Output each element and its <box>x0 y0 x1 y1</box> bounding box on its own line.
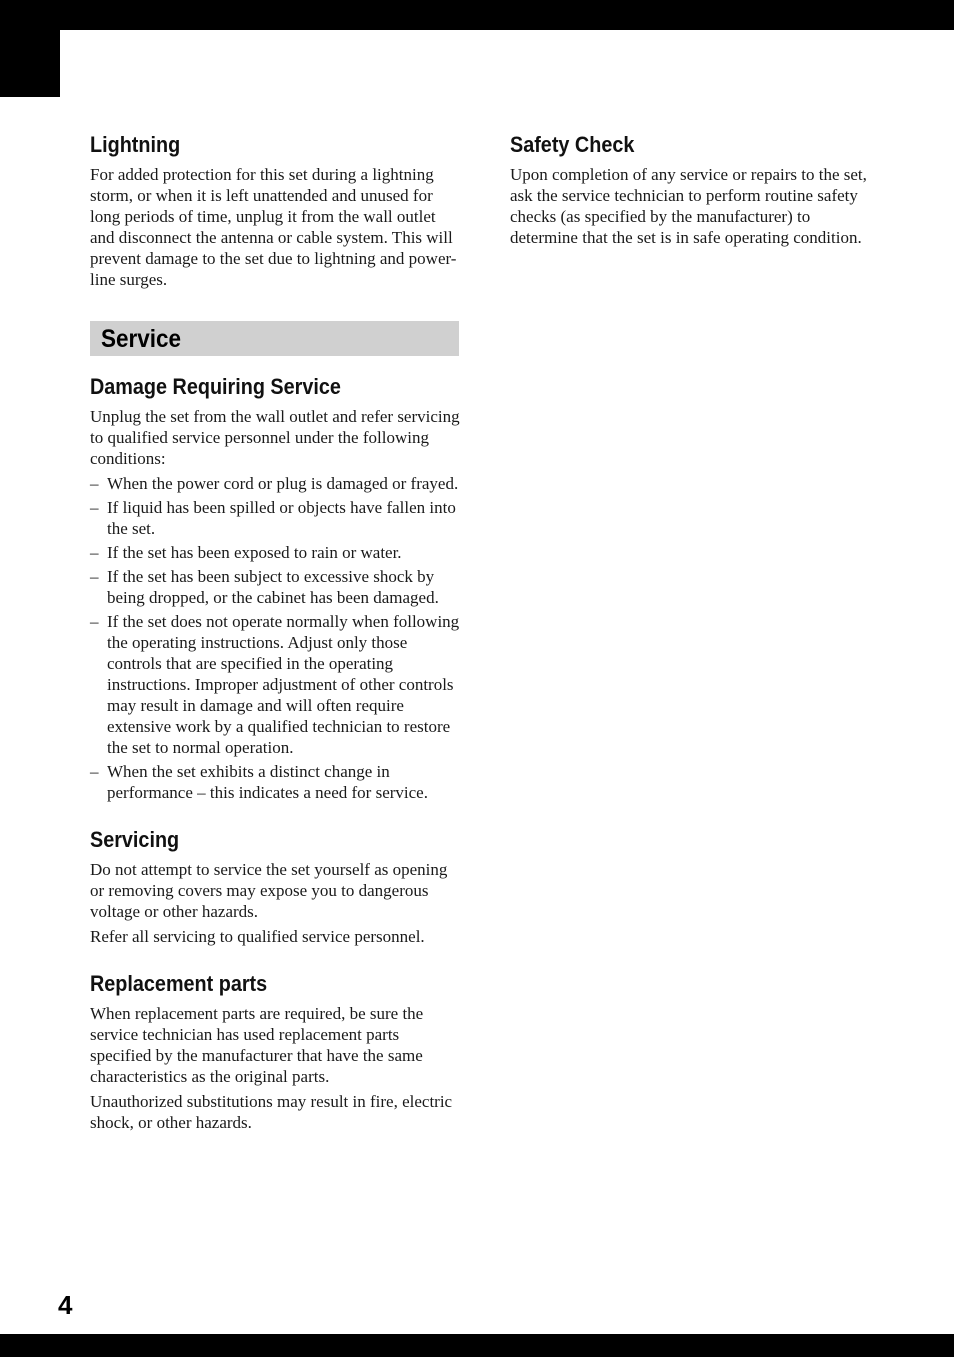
corner-tab <box>0 0 60 97</box>
damage-conditions-list <box>90 473 460 803</box>
safety-check-heading: Safety Check <box>510 132 635 157</box>
dash-bullet: – <box>90 474 99 493</box>
right-column <box>510 130 872 248</box>
replacement-body-2: Unauthorized substitutions may result in fire, electric shock, or other hazards. <box>90 1092 453 1132</box>
list-item <box>90 497 460 539</box>
dash-bullet: – <box>90 762 99 781</box>
list-item-text: If liquid has been spilled or objects have fallen into the set. <box>107 498 456 538</box>
list-item <box>90 542 460 563</box>
service-section-title: Service <box>101 324 182 353</box>
list-item-text: When the power cord or plug is damaged or frayed. <box>107 474 459 493</box>
dash-bullet: – <box>90 498 99 517</box>
list-item <box>90 566 460 608</box>
service-section-band <box>90 321 459 356</box>
safety-check-body: Upon completion of any service or repairs to the set, ask the service technician to perform routine safety checks (as specified by the manufacturer) to determine that the set is in safe operating condition. <box>510 165 867 247</box>
page-number: 4 <box>58 1290 73 1320</box>
top-black-bar <box>0 0 954 30</box>
list-item-text: If the set has been exposed to rain or water. <box>107 543 402 562</box>
replacement-body-1: When replacement parts are required, be sure the service technician has used replacement parts specified by the manufacturer that have the same characteristics as the original parts. <box>90 1004 424 1086</box>
damage-intro: Unplug the set from the wall outlet and refer servicing to qualified service personnel under the following conditions: <box>90 407 460 468</box>
lightning-body: For added protection for this set during a lightning storm, or when it is left unattended and unused for long periods of time, unplug it from the wall outlet and disconnect the antenna or cable system. This will prevent damage to the set due to lightning and power-line surges. <box>90 165 457 289</box>
list-item-text: If the set does not operate normally when following the operating instructions. Adjust only those controls that are specified in the operating instructions. Improper adjustment of other controls may result in damage and will often require extensive work by a qualified technician to restore the set to normal operation. <box>107 612 460 757</box>
replacement-heading: Replacement parts <box>90 971 268 996</box>
list-item-text: When the set exhibits a distinct change in performance – this indicates a need for service. <box>107 762 428 802</box>
servicing-body-2: Refer all servicing to qualified service personnel. <box>90 927 425 946</box>
dash-bullet: – <box>90 612 99 631</box>
dash-bullet: – <box>90 567 99 586</box>
list-item <box>90 473 460 494</box>
bottom-black-bar <box>0 1334 954 1357</box>
damage-heading: Damage Requiring Service <box>90 374 341 399</box>
servicing-heading: Servicing <box>90 827 180 852</box>
list-item <box>90 761 460 803</box>
lightning-heading: Lightning <box>90 132 181 157</box>
list-item-text: If the set has been subject to excessive shock by being dropped, or the cabinet has been damaged. <box>107 567 439 607</box>
dash-bullet: – <box>90 543 99 562</box>
list-item <box>90 611 460 758</box>
left-column <box>90 130 460 1133</box>
servicing-body-1: Do not attempt to service the set yourself as opening or removing covers may expose you to dangerous voltage or other hazards. <box>90 860 448 921</box>
